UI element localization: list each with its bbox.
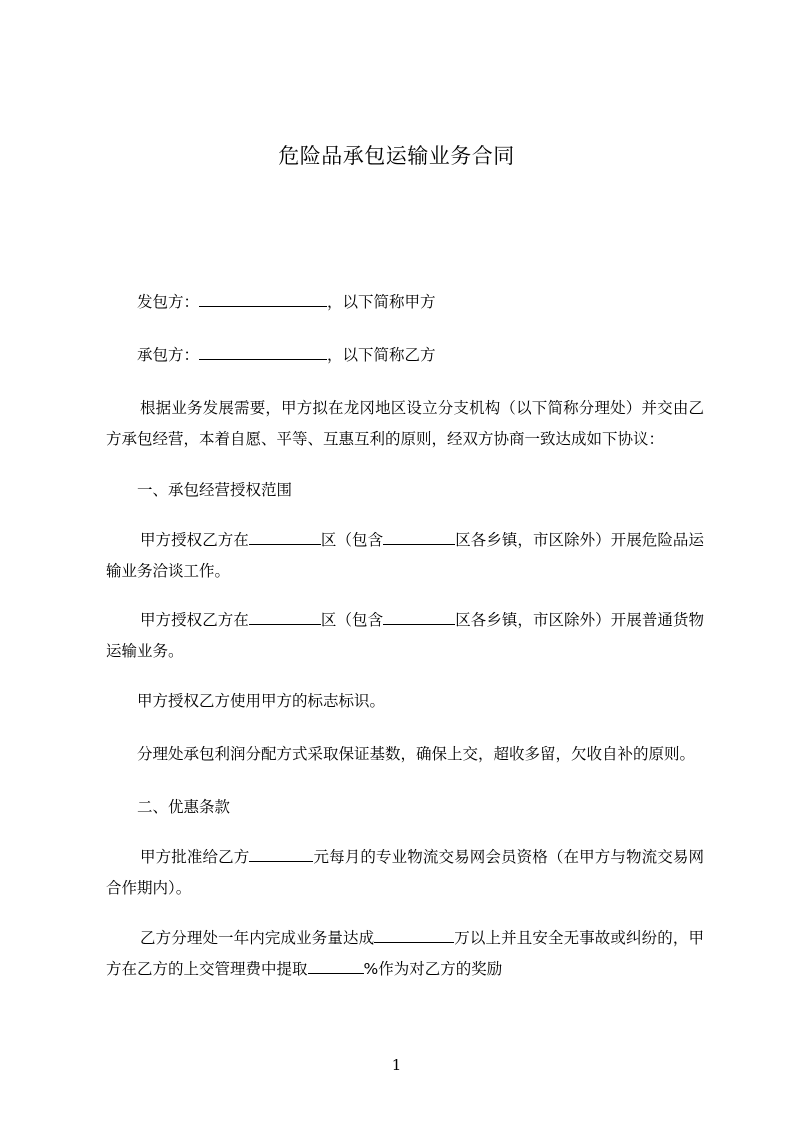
s2-clause1-text-a: 甲方批准给乙方 bbox=[140, 848, 250, 866]
section2-clause2 bbox=[106, 923, 704, 985]
page-number: 1 bbox=[391, 1056, 402, 1074]
section1-clause1 bbox=[106, 525, 704, 587]
party-a-blank bbox=[199, 292, 327, 307]
party-a-line bbox=[137, 292, 737, 311]
section1-clause3: 甲方授权乙方使用甲方的标志标识。 bbox=[137, 692, 386, 710]
party-a-label: 发包方： bbox=[137, 293, 200, 311]
party-b-blank bbox=[199, 345, 327, 360]
party-b-label: 承包方： bbox=[137, 346, 200, 364]
s2-clause1-blank bbox=[249, 847, 313, 862]
section1-clause2 bbox=[106, 605, 704, 667]
party-b-line bbox=[137, 345, 737, 364]
clause2-text-a: 甲方授权乙方在 bbox=[140, 611, 249, 629]
section1-clause4: 分理处承包利润分配方式采取保证基数，确保上交，超收多留，欠收自补的原则。 bbox=[137, 745, 696, 763]
clause2-text-c: 区各乡镇，市区除外）开展普通货物运输业务。 bbox=[106, 611, 704, 660]
clause1-text-b: 区（包含 bbox=[320, 531, 384, 549]
clause1-blank-a bbox=[249, 530, 321, 545]
clause1-text-a: 甲方授权乙方在 bbox=[140, 531, 249, 549]
s2-clause2-blank-b bbox=[308, 959, 364, 974]
section2-clause1 bbox=[106, 842, 704, 904]
s2-clause1-text-b: 元每月的专业物流交易网会员资格（在甲方与物流交易网合作期内）。 bbox=[106, 848, 704, 897]
clause2-blank-a bbox=[249, 610, 321, 625]
section1-heading: 一、承包经营授权范围 bbox=[137, 481, 293, 499]
clause1-blank-b bbox=[383, 530, 455, 545]
document-title: 危险品承包运输业务合同 bbox=[278, 144, 515, 168]
s2-clause2-text-a: 乙方分理处一年内完成业务量达成 bbox=[140, 929, 375, 947]
clause2-text-b: 区（包含 bbox=[320, 611, 384, 629]
clause1-text-c: 区各乡镇，市区除外）开展危险品运输业务洽谈工作。 bbox=[106, 531, 704, 580]
s2-clause2-blank-a bbox=[374, 928, 454, 943]
party-a-suffix: ，以下简称甲方 bbox=[327, 293, 436, 311]
intro-paragraph: 根据业务发展需要，甲方拟在龙冈地区设立分支机构（以下简称分理处）并交由乙方承包经营，本着自愿、平等、互惠互利的原则，经双方协商一致达成如下协议： bbox=[106, 399, 704, 448]
section2-heading: 二、优惠条款 bbox=[137, 798, 231, 816]
s2-clause2-text-c: %作为对乙方的奖励 bbox=[363, 960, 503, 978]
s2-clause2-text-b: 万以上并且安全无事故或纠纷的，甲方在乙方的上交管理费中提取 bbox=[106, 929, 704, 978]
party-b-suffix: ，以下简称乙方 bbox=[327, 346, 436, 364]
clause2-blank-b bbox=[383, 610, 455, 625]
